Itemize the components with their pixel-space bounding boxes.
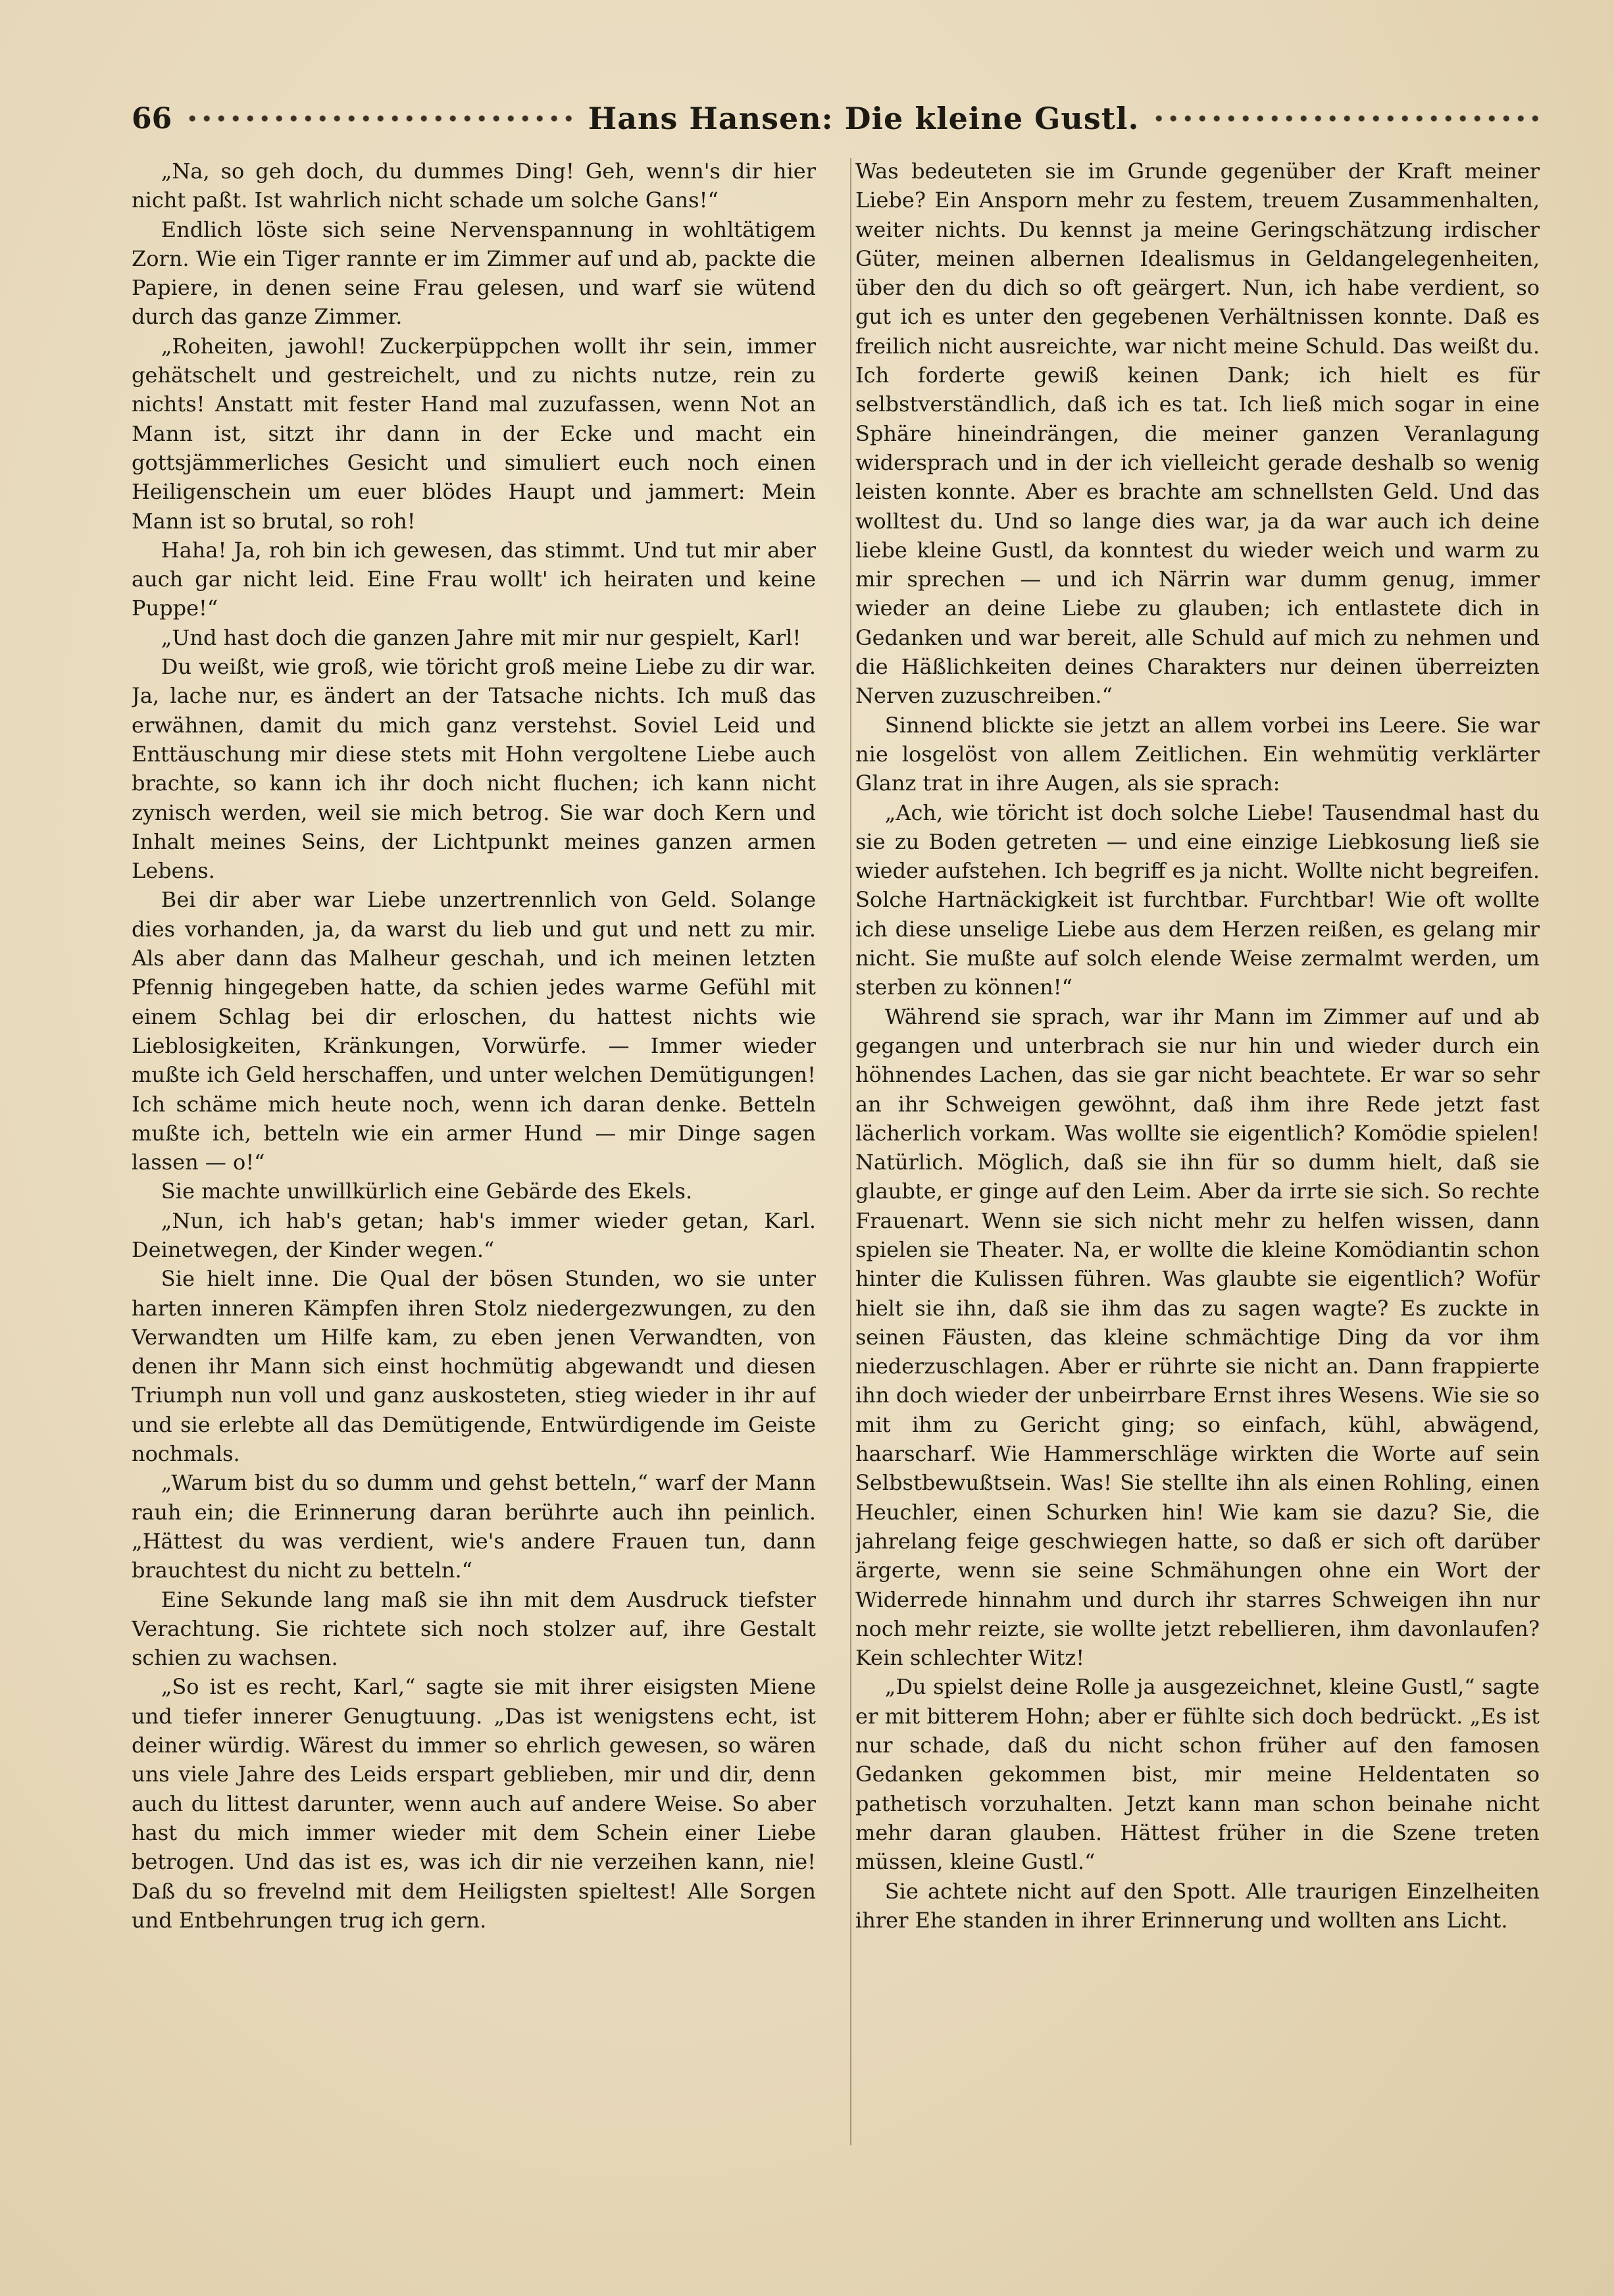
paragraph: „Warum bist du so dumm und gehst betteln,“ warf der Mann rauh ein; die Erinnerung daran berührte auch ihn peinlich. „Hättest du was verdient, wie's andere Frauen tun, dann brauchtest du nicht zu betteln.“ xyxy=(132,1470,816,1583)
paragraph: Sie machte unwillkürlich eine Gebärde des Ekels. xyxy=(161,1179,693,1204)
paragraph: „Nun, ich hab's getan; hab's immer wieder getan, Karl. Deinetwegen, der Kinder wegen.“ xyxy=(132,1208,816,1262)
right-column xyxy=(855,157,1540,2144)
paragraph: „Und hast doch die ganzen Jahre mit mir nur gespielt, Karl! xyxy=(161,625,801,650)
paragraph: Bei dir aber war Liebe unzertrennlich von Geld. Solange dies vorhanden, ja, da warst du lieb und gut und nett zu mir. Als aber dann das Malheur geschah, und ich meinen letzten Pfennig hingegeben hatte, da schien jedes warme Gefühl mit einem Schlag bei dir erloschen, du hattest nichts wie Lieblosigkeiten, Kränkungen, Vorwürfe. — Immer wieder mußte ich Geld herschaffen, und unter welchen Demütigungen! Ich schäme mich heute noch, wenn ich daran denke. Betteln mußte ich, betteln wie ein armer Hund — mir Dinge sagen lassen — o!“ xyxy=(132,887,816,1175)
paragraph: Sie achtete nicht auf den Spott. Alle traurigen Einzelheiten ihrer Ehe standen in ihrer Erinnerung und wollten ans Licht. xyxy=(855,1878,1540,1933)
body-text xyxy=(132,157,1540,2170)
page-number: 66 xyxy=(132,101,172,136)
paragraph: „Roheiten, jawohl! Zuckerpüppchen wollt ihr sein, immer gehätschelt und gestreichelt, und zu nichts nutze, rein zu nichts! Anstatt mit fester Hand mal zuzufassen, wenn Not an Mann ist, sitzt ihr dann in der Ecke und macht ein gottsjämmerliches Gesicht und simuliert euch noch einen Heiligenschein um euer blödes Haupt und jammert: Mein Mann ist so brutal, so roh! xyxy=(132,333,816,534)
paragraph: Was bedeuteten sie im Grunde gegenüber der Kraft meiner Liebe? Ein Ansporn mehr zu festem, treuem Zusammenhalten, weiter nichts. Du kennst ja meine Geringschätzung irdischer Güter, meinen albernen Idealismus in Geldangelegenheiten, über den du dich so oft geärgert. Nun, ich habe verdient, so gut ich es unter den gegebenen Verhältnissen konnte. Daß es freilich nicht ausreichte, war nicht meine Schuld. Das weißt du. Ich forderte gewiß keinen Dank; ich hielt es für selbstverständlich, daß ich es tat. Ich ließ mich sogar in eine Sphäre hineindrängen, die meiner ganzen Veranlagung widersprach und in der ich vielleicht gerade deshalb so wenig leisten konnte. Aber es brachte am schnellsten Geld. Und das wolltest du. Und so lange dies war, ja da war auch ich deine liebe kleine Gustl, da konntest du wieder weich und warm zu mir sprechen — und ich Närrin war dumm genug, immer wieder an deine Liebe zu glauben; ich entlastete dich in Gedanken und war bereit, alle Schuld auf mich zu nehmen und die Häßlichkeiten deines Charakters nur deinen überreizten Nerven zuzuschreiben.“ xyxy=(855,159,1540,709)
ornament-rule-right xyxy=(1154,114,1540,123)
paragraph: „Du spielst deine Rolle ja ausgezeichnet, kleine Gustl,“ sagte er mit bitterem Hohn; aber er fühlte sich doch bedrückt. „Es ist nur schade, daß du nicht schon früher auf den famosen Gedanken gekommen bist, mir meine Heldentaten so pathetisch vorzuhalten. Jetzt kann man schon beinahe nicht mehr daran glauben. Hättest früher in die Szene treten müssen, kleine Gustl.“ xyxy=(855,1674,1540,1875)
running-title: Hans Hansen: Die kleine Gustl. xyxy=(588,101,1140,136)
ornament-rule-left xyxy=(188,114,574,123)
paragraph: „Ach, wie töricht ist doch solche Liebe! Tausendmal hast du sie zu Boden getreten — und eine einzige Liebkosung ließ sie wieder aufstehen. Ich begriff es ja nicht. Wollte nicht begreifen. Solche Hartnäckigkeit ist furchtbar. Furchtbar! Wie oft wollte ich diese unselige Liebe aus dem Herzen reißen, es gelang mir nicht. Sie mußte auf solch elende Weise zermalmt werden, um sterben zu können!“ xyxy=(855,800,1540,1000)
paragraph: Sinnend blickte sie jetzt an allem vorbei ins Leere. Sie war nie losgelöst von allem Zeitlichen. Ein wehmütig verklärter Glanz trat in ihre Augen, als sie sprach: xyxy=(855,712,1540,796)
paragraph: „So ist es recht, Karl,“ sagte sie mit ihrer eisigsten Miene und tiefer innerer Genugtuung. „Das ist wenigstens echt, ist deiner würdig. Wärest du immer so ehrlich gewesen, so wären uns viele Jahre des Leids erspart geblieben, mir und dir, denn auch du littest darunter, wenn auch auf andere Weise. So aber hast du mich immer wieder mit dem Schein einer Liebe betrogen. Und das ist es, was ich dir nie verzeihen kann, nie! Daß du so frevelnd mit dem Heiligsten spieltest! Alle Sorgen und Entbehrungen trug ich gern. xyxy=(132,1674,816,1933)
paragraph: „Na, so geh doch, du dummes Ding! Geh, wenn's dir hier nicht paßt. Ist wahrlich nicht schade um solche Gans!“ xyxy=(132,159,816,213)
paragraph: Haha! Ja, roh bin ich gewesen, das stimmt. Und tut mir aber auch gar nicht leid. Eine Frau wollt' ich heiraten und keine Puppe!“ xyxy=(132,537,816,621)
left-column xyxy=(132,157,816,2144)
paragraph: Endlich löste sich seine Nervenspannung in wohltätigem Zorn. Wie ein Tiger rannte er im Zimmer auf und ab, packte die Papiere, in denen seine Frau gelesen, und warf sie wütend durch das ganze Zimmer. xyxy=(132,217,816,330)
paragraph: Du weißt, wie groß, wie töricht groß meine Liebe zu dir war. Ja, lache nur, es ändert an der Tatsache nichts. Ich muß das erwähnen, damit du mich ganz verstehst. Soviel Leid und Enttäuschung mir diese stets mit Hohn vergoltene Liebe auch brachte, so kann ich ihr doch nicht fluchen; ich kann nicht zynisch werden, weil sie mich betrog. Sie war doch Kern und Inhalt meines Seins, der Lichtpunkt meines ganzen armen Lebens. xyxy=(132,654,816,884)
paragraph: Eine Sekunde lang maß sie ihn mit dem Ausdruck tiefster Verachtung. Sie richtete sich noch stolzer auf, ihre Gestalt schien zu wachsen. xyxy=(132,1587,816,1671)
running-header xyxy=(132,99,1540,138)
paragraph: Sie hielt inne. Die Qual der bösen Stunden, wo sie unter harten inneren Kämpfen ihren Stolz niedergezwungen, zu den Verwandten um Hilfe kam, zu eben jenen Verwandten, von denen ihr Mann sich einst hochmütig abgewandt und diesen Triumph nun voll und ganz auskosteten, stieg wieder in ihr auf und sie erlebte all das Demütigende, Entwürdigende im Geiste nochmals. xyxy=(132,1266,816,1467)
paragraph: Während sie sprach, war ihr Mann im Zimmer auf und ab gegangen und unterbrach sie nur hin und wieder durch ein höhnendes Lachen, das sie gar nicht beachtete. Er war so sehr an ihr Schweigen gewöhnt, daß ihm ihre Rede jetzt fast lächerlich vorkam. Was wollte sie eigentlich? Komödie spielen! Natürlich. Möglich, daß sie ihn für so dumm hielt, daß sie glaubte, er ginge auf den Leim. Aber da irrte sie sich. So rechte Frauenart. Wenn sie sich nicht mehr zu helfen wissen, dann spielen sie Theater. Na, er wollte die kleine Komödiantin schon hinter die Kulissen führen. Was glaubte sie eigentlich? Wofür hielt sie ihn, daß sie ihm das zu sagen wagte? Es zuckte in seinen Fäusten, das kleine schmächtige Ding da vor ihm niederzuschlagen. Aber er rührte sie nicht an. Dann frappierte ihn doch wieder der unbeirrbare Ernst ihres Wesens. Wie sie so mit ihm zu Gericht ging; so einfach, kühl, abwägend, haarscharf. Wie Hammerschläge wirkten die Worte auf sein Selbstbewußtsein. Was! Sie stellte ihn als einen Rohling, einen Heuchler, einen Schurken hin! Wie kam sie dazu? Sie, die jahrelang feige geschwiegen hatte, so daß er sich oft darüber ärgerte, wenn sie seine Schmähungen ohne ein Wort der Widerrede hinnahm und durch ihr starres Schweigen ihn nur noch mehr reizte, sie wollte jetzt rebellieren, ihm davonlaufen? Kein schlechter Witz! xyxy=(855,1004,1540,1671)
